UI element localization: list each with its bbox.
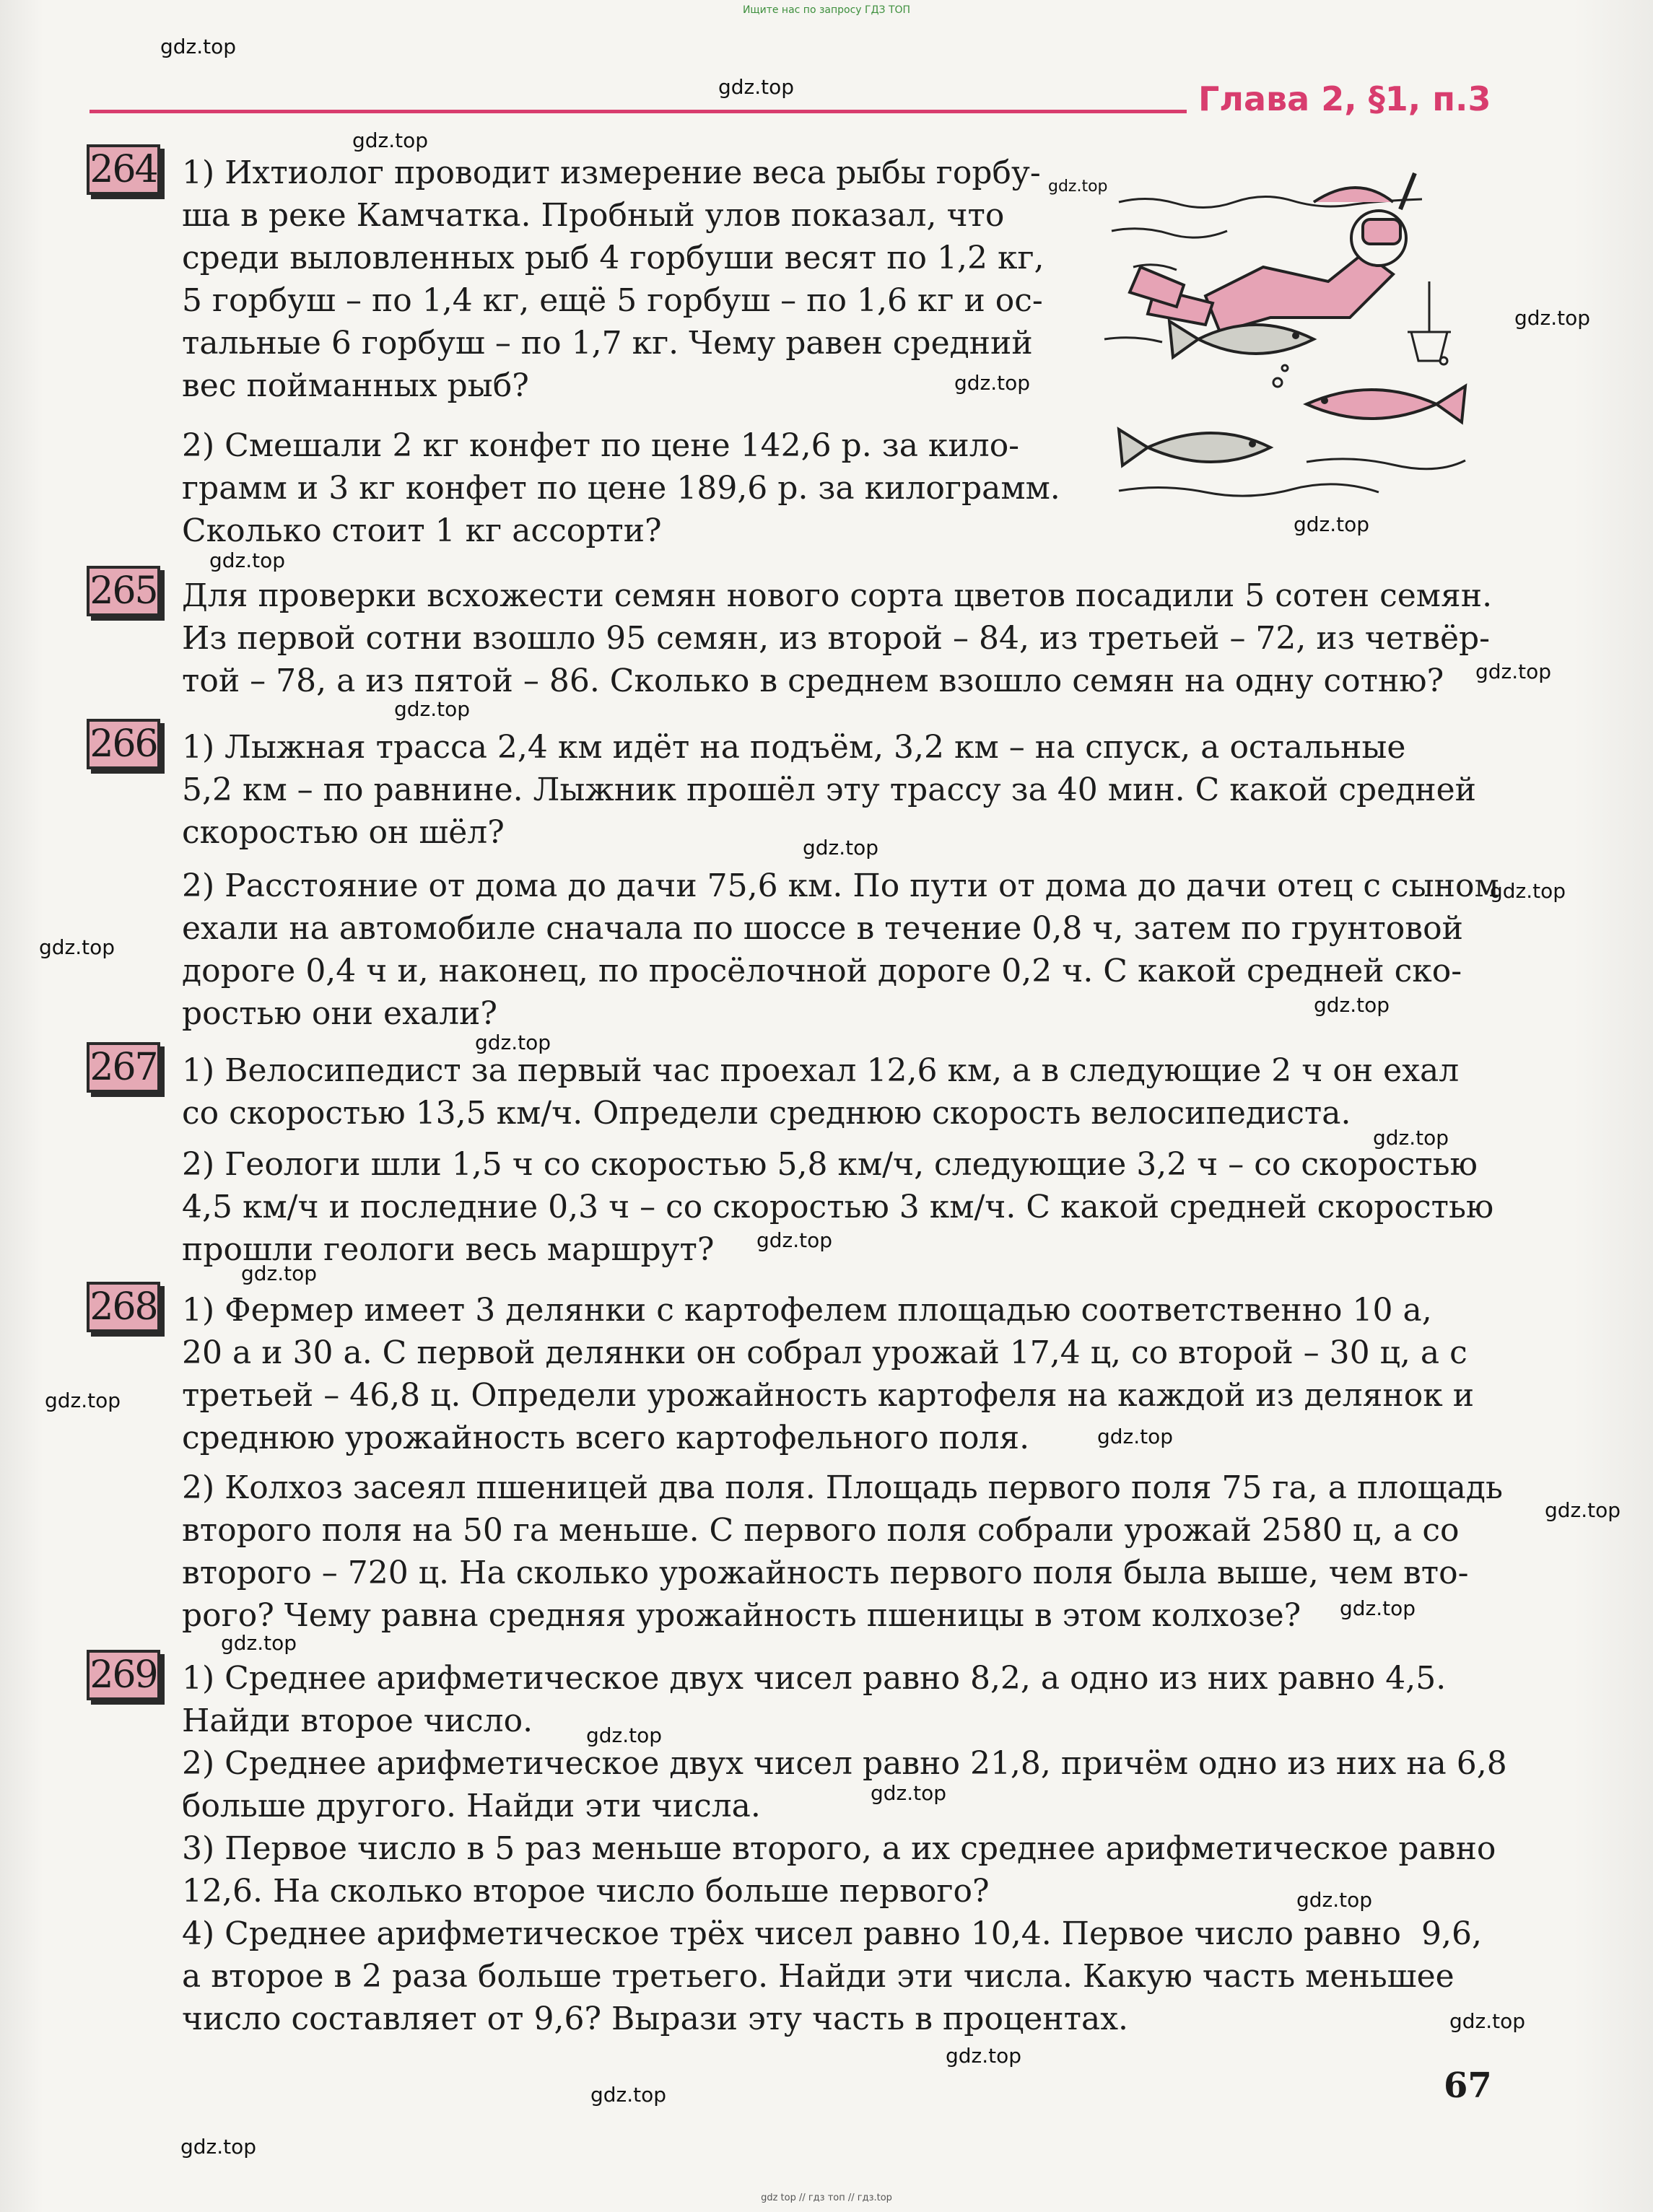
watermark: gdz.top: [590, 2083, 667, 2107]
bottom-note: gdz top // гдз топ // гдз.top: [761, 2193, 892, 2203]
task-264-part-2: 2) Смешали 2 кг конфет по цене 142,6 р. за кило- грамм и 3 кг конфет по цене 189,6 р. за килограмм. Сколько стоит 1 кг ассорти?: [182, 427, 1060, 549]
watermark: gdz.top: [475, 1031, 551, 1054]
task-267-part-2: 2) Геологи шли 1,5 ч со скоростью 5,8 км/ч, следующие 3,2 ч – со скоростью 4,5 км/ч и последние 0,3 ч – со скоростью 3 км/ч. С какой средней скоростью прошли геологи весь маршрут?: [182, 1146, 1494, 1268]
watermark: gdz.top: [871, 1781, 947, 1805]
task-269-part-3: 3) Первое число в 5 раз меньше второго, а их среднее арифметическое равно 12,6. На сколько второе число больше первого?: [182, 1830, 1496, 1910]
watermark: gdz.top: [1449, 2009, 1526, 2033]
watermark: gdz.top: [241, 1262, 318, 1285]
watermark: gdz.top: [1314, 993, 1390, 1017]
chapter-title: Глава 2, §1, п.3: [1198, 79, 1491, 118]
page-number: 67: [1444, 2065, 1492, 2106]
watermark: gdz.top: [1294, 512, 1370, 536]
task-269-part-1: 1) Среднее арифметическое двух чисел равно 8,2, а одно из них равно 4,5. Найди второе число.: [182, 1660, 1447, 1739]
watermark: gdz.top: [954, 371, 1031, 395]
watermark: gdz.top: [160, 35, 237, 58]
watermark: gdz.top: [946, 2044, 1022, 2068]
task-number-265: 265: [87, 566, 160, 616]
watermark: gdz.top: [1048, 178, 1108, 196]
watermark: gdz.top: [1097, 1425, 1174, 1448]
watermark: gdz.top: [221, 1631, 297, 1655]
watermark: gdz.top: [803, 836, 879, 860]
task-269-part-4: 4) Среднее арифметическое трёх чисел равно 10,4. Первое число равно 9,6, а второе в 2 раза больше третьего. Найди эти числа. Какую часть меньшее число составляет от 9,6? Вырази эту часть в процентах.: [182, 1915, 1482, 2037]
task-266-part-2: 2) Расстояние от дома до дачи 75,6 км. По пути от дома до дачи отец с сыном ехали на автомобиле сначала по шоссе в течение 0,8 ч, затем по грунтовой дороге 0,4 ч и, наконец, по просёлочной дороге 0,2 ч. С какой средней ско- ростью они ехали?: [182, 867, 1499, 1032]
task-number-268: 268: [87, 1282, 160, 1332]
watermark: gdz.top: [756, 1228, 833, 1252]
task-268-part-2: 2) Колхоз засеял пшеницей два поля. Площадь первого поля 75 га, а площадь второго поля на 50 га меньше. С первого поля собрали урожай 2580 ц, а со второго – 720 ц. На сколько урожайность первого поля была выше, чем вто- рого? Чему равна средняя урожайность пшеницы в этом колхозе?: [182, 1469, 1503, 1634]
task-number-264: 264: [87, 144, 160, 195]
watermark: gdz.top: [1475, 660, 1552, 683]
task-265-text: Для проверки всхожести семян нового сорта цветов посадили 5 сотен семян. Из первой сотни взошло 95 семян, из второй – 84, из третьей – 72, из четвёр- той – 78, а из пятой – 86. Сколько в среднем взошло семян на одну сотню?: [182, 577, 1493, 699]
top-note: Ищите нас по запросу ГДЗ ТОП: [742, 4, 911, 16]
watermark: gdz.top: [1514, 306, 1591, 330]
task-number-267: 267: [87, 1042, 160, 1093]
watermark: gdz.top: [352, 128, 429, 152]
watermark: gdz.top: [586, 1723, 663, 1747]
task-number-266: 266: [87, 719, 160, 769]
task-267-part-1: 1) Велосипедист за первый час проехал 12,6 км, а в следующие 2 ч он ехал со скоростью 13,5 км/ч. Определи среднюю скорость велосипедиста.: [182, 1052, 1460, 1132]
watermark: gdz.top: [209, 548, 286, 572]
task-number-269: 269: [87, 1650, 160, 1700]
watermark: gdz.top: [45, 1389, 121, 1412]
task-269-part-2: 2) Среднее арифметическое двух чисел равно 21,8, причём одно из них на 6,8 больше другого. Найди эти числа.: [182, 1745, 1507, 1824]
task-264-part-1: 1) Ихтиолог проводит измерение веса рыбы горбу- ша в реке Камчатка. Пробный улов показал, что среди выловленных рыб 4 горбуши весят по 1,2 кг, 5 горбуш – по 1,4 кг, ещё 5 горбуш – по 1,6 кг и ос- тальные 6 горбуш – по 1,7 кг. Чему равен средний вес пойманных рыб?: [182, 154, 1044, 404]
watermark: gdz.top: [39, 935, 115, 959]
task-266-part-1: 1) Лыжная трасса 2,4 км идёт на подъём, 3,2 км – на спуск, а остальные 5,2 км – по равнине. Лыжник прошёл эту трассу за 40 мин. С какой средней скоростью он шёл?: [182, 729, 1476, 851]
watermark: gdz.top: [1490, 879, 1566, 903]
watermark: gdz.top: [1545, 1498, 1621, 1522]
watermark: gdz.top: [394, 697, 471, 721]
watermark: gdz.top: [180, 2135, 257, 2159]
diver-illustration: [1090, 159, 1480, 498]
watermark: gdz.top: [1296, 1888, 1373, 1912]
header-rule: [90, 110, 1187, 113]
task-268-part-1: 1) Фермер имеет 3 делянки с картофелем площадью соответственно 10 а, 20 а и 30 а. С первой делянки он собрал урожай 17,4 ц, со второй – 30 ц, а с третьей – 46,8 ц. Определи урожайность картофеля на каждой из делянок и среднюю урожайность всего картофельного поля.: [182, 1292, 1475, 1456]
watermark: gdz.top: [1373, 1126, 1449, 1150]
watermark: gdz.top: [1340, 1596, 1416, 1620]
watermark: gdz.top: [718, 75, 795, 99]
